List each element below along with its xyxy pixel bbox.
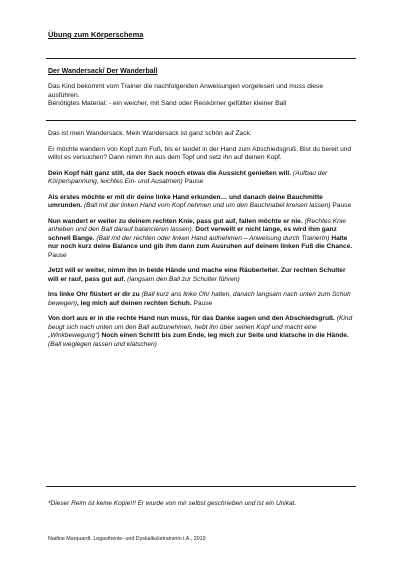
- plain-text: Er möchte wandern von Kopf zum Fuß, bis er landet in der Hand zum Abschiedsgruß. Bist du bereit und willst es versuchen? Dann nimm ihn aus dem Topf und setz ihn auf deinen Kopf.: [48, 145, 352, 161]
- exercise-subtitle: Der Wandersack/ Der Wanderball: [48, 68, 158, 75]
- document-title: Übung zum Körperschema: [48, 30, 144, 39]
- rhyme-paragraph: [48, 218, 356, 261]
- rhyme-paragraph: [48, 170, 356, 187]
- rhyme-line: Von dort aus er in die rechte Hand nun muss, für das Danke sagen und den Abschiedsgruß.: [48, 315, 337, 322]
- stage-direction: (Rechtes Knie anheben und den Ball darauf balancieren lassen).: [48, 217, 346, 233]
- stage-direction: (Ball mit der linken Hand vom Kopf nehmen und um den Bauchnabel kreisen lassen): [83, 202, 331, 209]
- rhyme-paragraph: [48, 315, 356, 349]
- plain-text: Pause: [48, 251, 67, 259]
- rhyme-line: Nun wandert er weiter zu deinem rechten Knie, pass gut auf, fallen möchte er nie.: [48, 217, 305, 225]
- copyright-note: *Dieser Reim ist keine Kopie!!! Er wurde von mir selbst geschrieben und ist ein Unikat.: [48, 500, 297, 507]
- plain-text: Pause: [182, 178, 204, 185]
- rhyme-text: [48, 130, 356, 356]
- rhyme-line: , leg mich auf deinen rechten Schuh.: [76, 299, 192, 307]
- stage-direction: (langsam den Ball zur Schulter führen): [127, 275, 240, 283]
- rhyme-paragraph: [48, 291, 356, 308]
- rhyme-line: Dort verweilt er nicht lange, es wird ihm ganz schnell Bange.: [48, 226, 337, 242]
- stage-direction: (Ball mit der rechten oder linken Hand aufnehmen – Anweisung durch TrainerIn): [96, 234, 330, 242]
- rhyme-paragraph: [48, 194, 356, 211]
- stage-direction: (Kind beugt sich nach unten um den Ball aufzunehmen, hebt ihn über seinen Kopf und macht eine „Winkbewegung“): [48, 315, 353, 339]
- rhyme-line: Noch einen Schritt bis zum Ende, leg mich zur Seite und klatsche in die Hände.: [99, 332, 349, 339]
- rhyme-paragraph: [48, 130, 356, 139]
- rhyme-line: Ins linke Ohr flüstert er dir zu: [48, 291, 142, 298]
- intro-instructions: Das Kind bekommt vom Trainer die nachfolgenden Anweisungen vorgelesen und muss diese ausführen.: [48, 83, 324, 99]
- plain-text: Das ist mein Wandersack. Mein Wandersack ist ganz schön auf Zack.: [48, 130, 252, 137]
- rhyme-line: Als erstes möchte er mit dir deine linke Hand erkunden… und danach deine Bauchmitte umrunden.: [48, 193, 323, 209]
- stage-direction: (Ball weglegen lassen und klatschen): [48, 340, 157, 348]
- rhyme-paragraph: [48, 146, 356, 163]
- rhyme-line: Dein Kopf hält ganz still, da der Sack nooch etwas die Aussicht genießen will.: [48, 169, 293, 177]
- rhyme-line: Halte nur noch kurz deine Balance und gib ihm dann zum Ausruhen auf deinem linken Fuß die Chance.: [48, 234, 353, 250]
- rhyme-line: Jetzt will er weiter, nimm ihn in beide Hände und mache eine Räuberleiter. Zur rechten Schulter will er rauf, pass gut auf.: [48, 267, 346, 283]
- divider-middle: [46, 120, 356, 121]
- rhyme-paragraph: [48, 267, 356, 284]
- plain-text: Pause: [330, 202, 352, 209]
- divider-bottom: [46, 486, 356, 487]
- plain-text: Pause: [191, 299, 213, 307]
- divider-top: [46, 58, 356, 59]
- stage-direction: (Ball kurz ans linke Ohr halten, danach langsam nach unten zum Schuh bewegen): [48, 291, 351, 307]
- intro-block: [48, 83, 356, 109]
- author-footer: Nadine Marquardt, Legasthenie- und Dyskalkulietrainerin i.A., 2019: [48, 536, 206, 542]
- intro-material: Benötigtes Material: - ein weicher, mit Sand oder Reiskörner gefüllter kleiner Ball: [48, 100, 287, 108]
- stage-direction: (Aufbau der Körperspannung, leichtes Ein- und Ausatmen): [48, 169, 328, 185]
